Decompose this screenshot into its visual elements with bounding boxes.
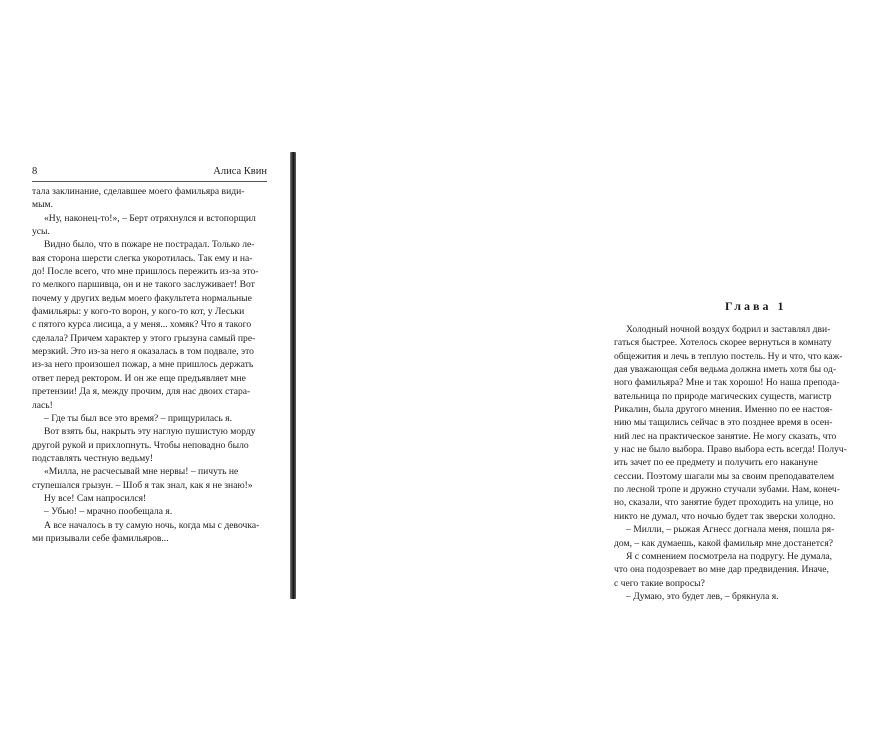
book-spine-shadow bbox=[290, 152, 296, 599]
paragraph: А все началось в ту самую ночь, когда мы с девочка- ми призывали себе фамильяров... bbox=[32, 519, 260, 544]
page-number: 8 bbox=[32, 166, 38, 177]
paragraph: Ну все! Сам напросился! bbox=[44, 492, 147, 504]
paragraph: Видно было, что в пожаре не пострадал. Только ле- вая сторона шерсти слегка укоротилась. Так ему и на- до! После всего, что мне пришлось пережить из-за это- го мелкого паршивца, он и не такого заслуживает! Вот почему у других ведьм моего факультета нормальные фамильяры: у кого-то ворон, у кого-то кот, у Леськи с пятого курса лисица, а у меня... хомяк? Что я такого сделала? Причем характер у этого грызуна самый пре- мерзкий. Это из-за него я оказалась в том подвале, это из-за него произошел пожар, а мне пришлось держать ответ перед ректором. И он же еще предъявляет мне претензии! Да я, между прочим, для нас двоих стара- лась! bbox=[32, 239, 259, 411]
header-rule bbox=[32, 181, 267, 182]
right-page bbox=[304, 0, 847, 750]
paragraph: «Ну, наконец-то!», – Берт отряхнулся и встопорщил усы. bbox=[32, 212, 256, 238]
running-title: Алиса Квин bbox=[213, 166, 267, 177]
paragraph: Вот взять бы, накрыть эту наглую пушистую морду другой рукой и прихлопнуть. Чтобы неповадно было подставлять честную ведьму! bbox=[32, 426, 256, 464]
paragraph: – Милли, – рыжая Агнесс догнала меня, пошла ря- дом, – как думаешь, какой фамильяр мне достанется? bbox=[614, 524, 835, 549]
left-page-text bbox=[32, 185, 267, 545]
paragraph: – Думаю, это будет лев, – брякнула я. bbox=[626, 590, 779, 602]
running-head bbox=[32, 165, 267, 179]
chapter-title: Глава 1 bbox=[725, 299, 787, 313]
paragraph: Я с сомнением посмотрела на подругу. Не думала, что она подозревает во мне дар предвидения. Иначе, с чего такие вопросы? bbox=[614, 550, 833, 589]
paragraph: тала заклинание, сделавшее моего фамильяра види- мым. bbox=[32, 186, 245, 211]
paragraph: – Убью! – мрачно пообещала я. bbox=[44, 506, 173, 518]
left-page bbox=[0, 0, 288, 750]
paragraph: Холодный ночной воздух бодрил и заставлял дви- гаться быстрее. Хотелось скорее вернуться в комнату общежития и лечь в теплую постель. Ну и что, что каж- дая уважающая себя ведьма должна иметь хотя бы од- ного фамильяра? Мне и так хорошо! Но наша препода- вательница по природе магических существ, магистр Рикалин, была другого мнения. Именно по ее настоя- нию мы тащились сейчас в это позднее время в осен- ний лес на практическое занятие. Не могу сказать, что у нас не было выбора. Право выбора есть всегда! Получ- ить зачет по ее предмету и получить его накануне сессии. Поэтому шагали мы за своим преподавателем по лесной тропе и дружно стучали зубами. Нам, конеч- но, сказали, что занятие будет проходить на улице, но никто не думал, что ночью будет так зверски холодно. bbox=[614, 324, 847, 522]
right-page-text bbox=[614, 323, 873, 603]
paragraph: «Милла, не расчесывай мне нервы! – пичуть не ступешался грызун. – Шоб я так знал, как я не знаю!» bbox=[32, 466, 253, 491]
paragraph: – Где ты был все это время? – прищурилась я. bbox=[44, 412, 232, 424]
